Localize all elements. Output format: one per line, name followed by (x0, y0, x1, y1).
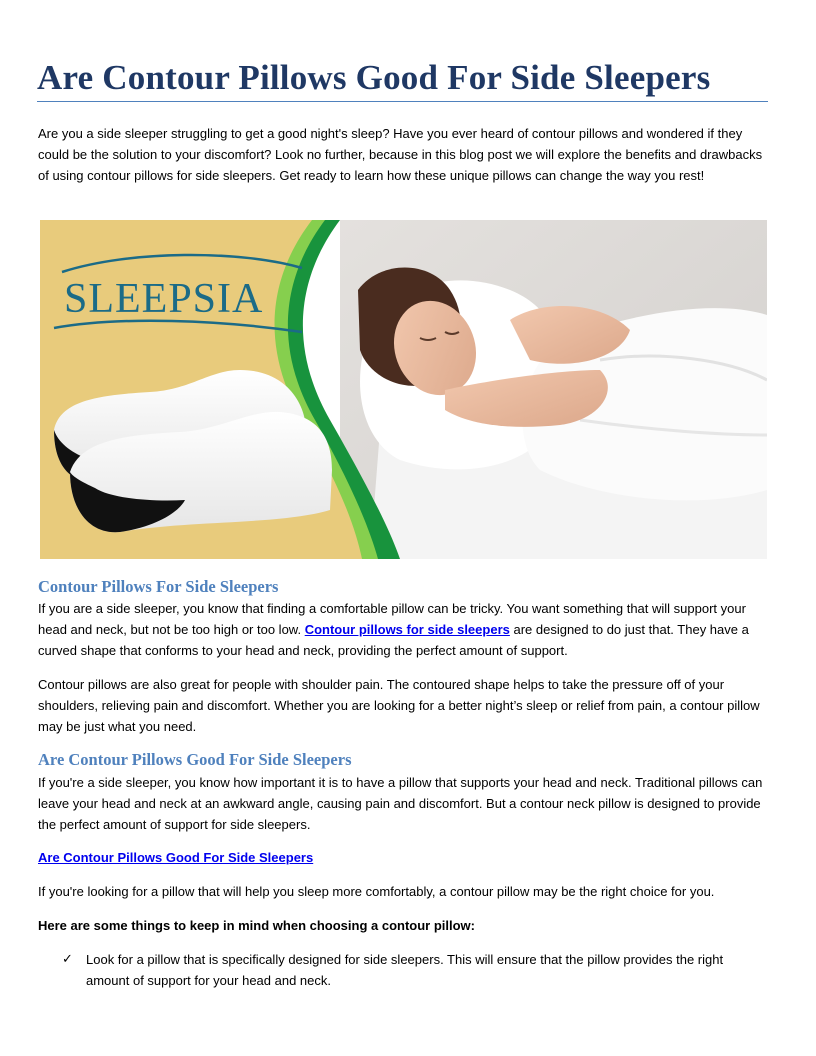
section-heading-side-sleepers: Are Contour Pillows Good For Side Sleepers (38, 750, 352, 769)
tips-heading: Here are some things to keep in mind when choosing a contour pillow: (38, 918, 475, 933)
section2-paragraph-1: If you're a side sleeper, you know how important it is to have a pillow that supports your head and neck. Traditional pillows can leave your head and neck at an awkward angle, causing pain and discomfort. But a contour neck pillow is designed to provide the perfect amount of support for side sleepers. (38, 775, 763, 832)
tip-text: Look for a pillow that is specifically designed for side sleepers. This will ensure that the pillow provides the right amount of support for your head and neck. (86, 952, 724, 988)
text-span: If you are a side sleeper, you know that finding a comfortable pillow can be tricky. You want something that will support your head and neck, but not be too high or too low. (38, 601, 746, 637)
checkmark-icon: ✓ (62, 952, 73, 967)
side-sleepers-article-link[interactable]: Are Contour Pillows Good For Side Sleepers (38, 850, 314, 865)
title-underline (37, 101, 768, 102)
section1-paragraph-2: Contour pillows are also great for people with shoulder pain. The contoured shape helps to take the pressure off of your shoulders, relieving pain and discomfort. Whether you are looking for a better night’s sleep or relief from pain, a contour pillow may be just what you need. (38, 677, 760, 734)
intro-paragraph: Are you a side sleeper struggling to get a good night's sleep? Have you ever heard of contour pillows and wondered if they could be the solution to your discomfort? Look no further, because in this blog post we will explore the benefits and drawbacks of using contour pillows for side sleepers. Get ready to learn how these unique pillows can change the way you rest! (38, 126, 763, 183)
contour-pillows-link[interactable]: Contour pillows for side sleepers (304, 622, 510, 637)
page-title: Are Contour Pillows Good For Side Sleepers (37, 58, 711, 97)
section-heading-contour-pillows: Contour Pillows For Side Sleepers (38, 577, 279, 596)
section2-link-paragraph (38, 847, 313, 868)
brand-logo: SLEEPSIA (64, 276, 264, 322)
tip-list-item (62, 949, 762, 991)
section1-paragraph-1 (38, 598, 770, 661)
text-span: are designed to do just that. They have a curved shape that conforms to your head and neck, providing the perfect amount of support. (38, 622, 749, 658)
hero-image (40, 220, 767, 559)
section2-paragraph-2: If you're looking for a pillow that will help you sleep more comfortably, a contour pillow may be the right choice for you. (38, 884, 715, 899)
